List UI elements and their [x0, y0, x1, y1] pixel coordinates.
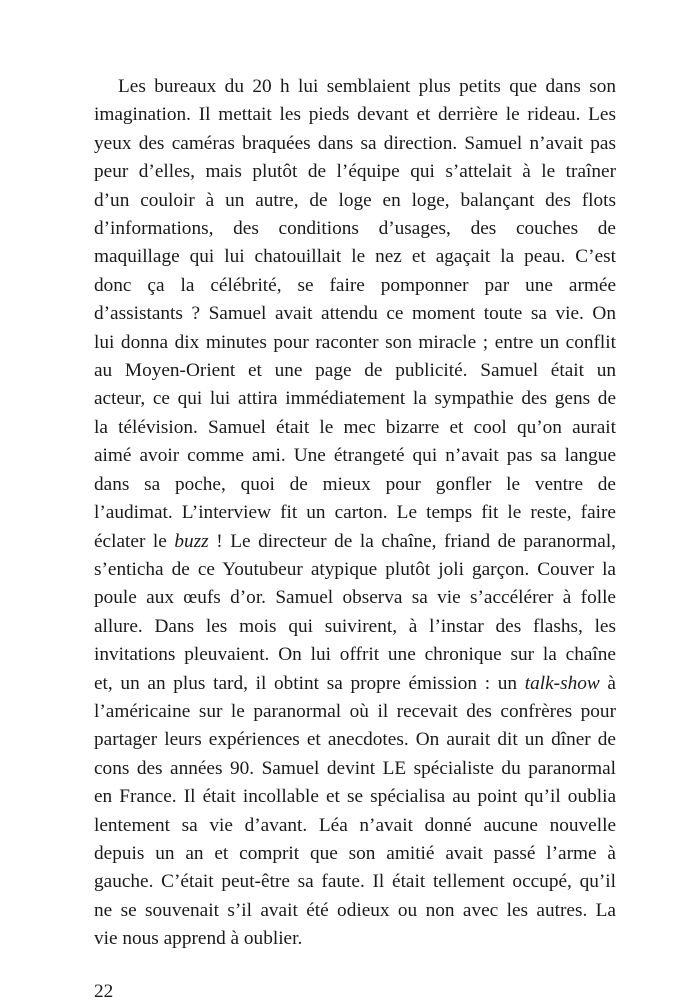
text-segment: la télévision. Samuel était le mec bizarre et cool qu’on aurait: [94, 416, 616, 438]
text-segment: peur d’elles, mais plutôt de l’équipe qui s’attelait à le traîner: [94, 161, 616, 183]
text-line: [94, 584, 616, 612]
text-segment: en France. Il était incollable et se spécialisa au point qu’il oublia: [94, 786, 616, 808]
text-line: [94, 783, 616, 811]
text-line: [94, 755, 616, 783]
text-line: [94, 243, 616, 271]
italic-text: talk-show: [524, 672, 600, 694]
text-segment: acteur, ce qui lui attira immédiatement la sympathie des gens de: [94, 388, 616, 410]
text-segment: et, un an plus tard, il obtint sa propre émission : un: [94, 672, 525, 694]
text-segment: imagination. Il mettait les pieds devant et derrière le rideau. Les: [94, 104, 616, 126]
text-segment: ne se souvenait s’il avait été odieux ou non avec les autres. La: [94, 899, 616, 921]
page-number: 22: [94, 980, 114, 1002]
text-segment: ! Le directeur de la chaîne, friand de paranormal,: [208, 530, 616, 552]
text-line: [94, 499, 616, 527]
text-segment: Les bureaux du 20 h lui semblaient plus petits que dans son: [118, 76, 616, 97]
text-line: [94, 385, 616, 413]
text-segment: donc ça la célébrité, se faire pomponner par une armée: [94, 274, 616, 296]
page-content: [94, 73, 616, 1006]
body-text: [94, 73, 616, 954]
text-line: [94, 357, 616, 385]
text-line: [94, 812, 616, 840]
text-line: [94, 528, 616, 556]
text-segment: d’assistants ? Samuel avait attendu ce moment toute sa vie. On: [94, 303, 616, 325]
text-line: [94, 101, 616, 129]
text-segment: éclater le: [94, 530, 175, 552]
text-line: [94, 272, 616, 300]
text-segment: aimé avoir comme ami. Une étrangeté qui n’avait pas sa langue: [94, 445, 616, 467]
text-segment: poule aux œufs d’or. Samuel observa sa vie s’accélérer à folle: [94, 587, 616, 609]
text-line: [94, 215, 616, 243]
text-line: [94, 442, 616, 470]
text-segment: depuis un an et comprit que son amitié avait passé l’arme à: [94, 842, 616, 864]
text-line: [94, 925, 616, 953]
text-line: [94, 471, 616, 499]
text-segment: au Moyen-Orient et une page de publicité. Samuel était un: [94, 360, 616, 382]
text-line: [94, 613, 616, 641]
text-segment: allure. Dans les mois qui suivirent, à l’instar des flashs, les: [94, 615, 616, 637]
text-segment: lui donna dix minutes pour raconter son miracle ; entre un conflit: [94, 331, 616, 353]
text-line: [94, 187, 616, 215]
text-segment: à: [599, 672, 616, 694]
italic-text: buzz: [174, 530, 209, 552]
text-segment: partager leurs expériences et anecdotes. On aurait dit un dîner de: [94, 729, 616, 751]
text-line: [94, 414, 616, 442]
text-segment: vie nous apprend à oublier.: [94, 928, 303, 950]
text-segment: maquillage qui lui chatouillait le nez et agaçait la peau. C’est: [94, 246, 616, 268]
text-line: [94, 868, 616, 896]
text-line: [94, 158, 616, 186]
text-line: [94, 73, 616, 101]
text-line: [94, 840, 616, 868]
text-line: [94, 130, 616, 158]
text-segment: gauche. C’était peut-être sa faute. Il était tellement occupé, qu’il: [94, 871, 616, 893]
text-segment: lentement sa vie d’avant. Léa n’avait donné aucune nouvelle: [94, 814, 616, 836]
text-segment: d’un couloir à un autre, de loge en loge, balançant des flots: [94, 189, 616, 211]
text-line: [94, 698, 616, 726]
text-segment: dans sa poche, quoi de mieux pour gonfler le ventre de: [94, 473, 616, 495]
text-segment: invitations pleuvaient. On lui offrit une chronique sur la chaîne: [94, 644, 616, 666]
text-line: [94, 670, 616, 698]
text-segment: l’audimat. L’interview fit un carton. Le temps fit le reste, faire: [94, 502, 616, 524]
text-line: [94, 556, 616, 584]
text-line: [94, 726, 616, 754]
text-segment: yeux des caméras braquées dans sa direction. Samuel n’avait pas: [94, 132, 616, 154]
text-segment: s’enticha de ce Youtubeur atypique plutôt joli garçon. Couver la: [94, 558, 616, 580]
text-line: [94, 300, 616, 328]
text-segment: l’américaine sur le paranormal où il recevait des confrères pour: [94, 700, 616, 722]
text-segment: d’informations, des conditions d’usages, des couches de: [94, 218, 616, 240]
text-line: [94, 329, 616, 357]
text-line: [94, 897, 616, 925]
text-line: [94, 641, 616, 669]
text-segment: cons des années 90. Samuel devint LE spécialiste du paranormal: [94, 757, 616, 779]
